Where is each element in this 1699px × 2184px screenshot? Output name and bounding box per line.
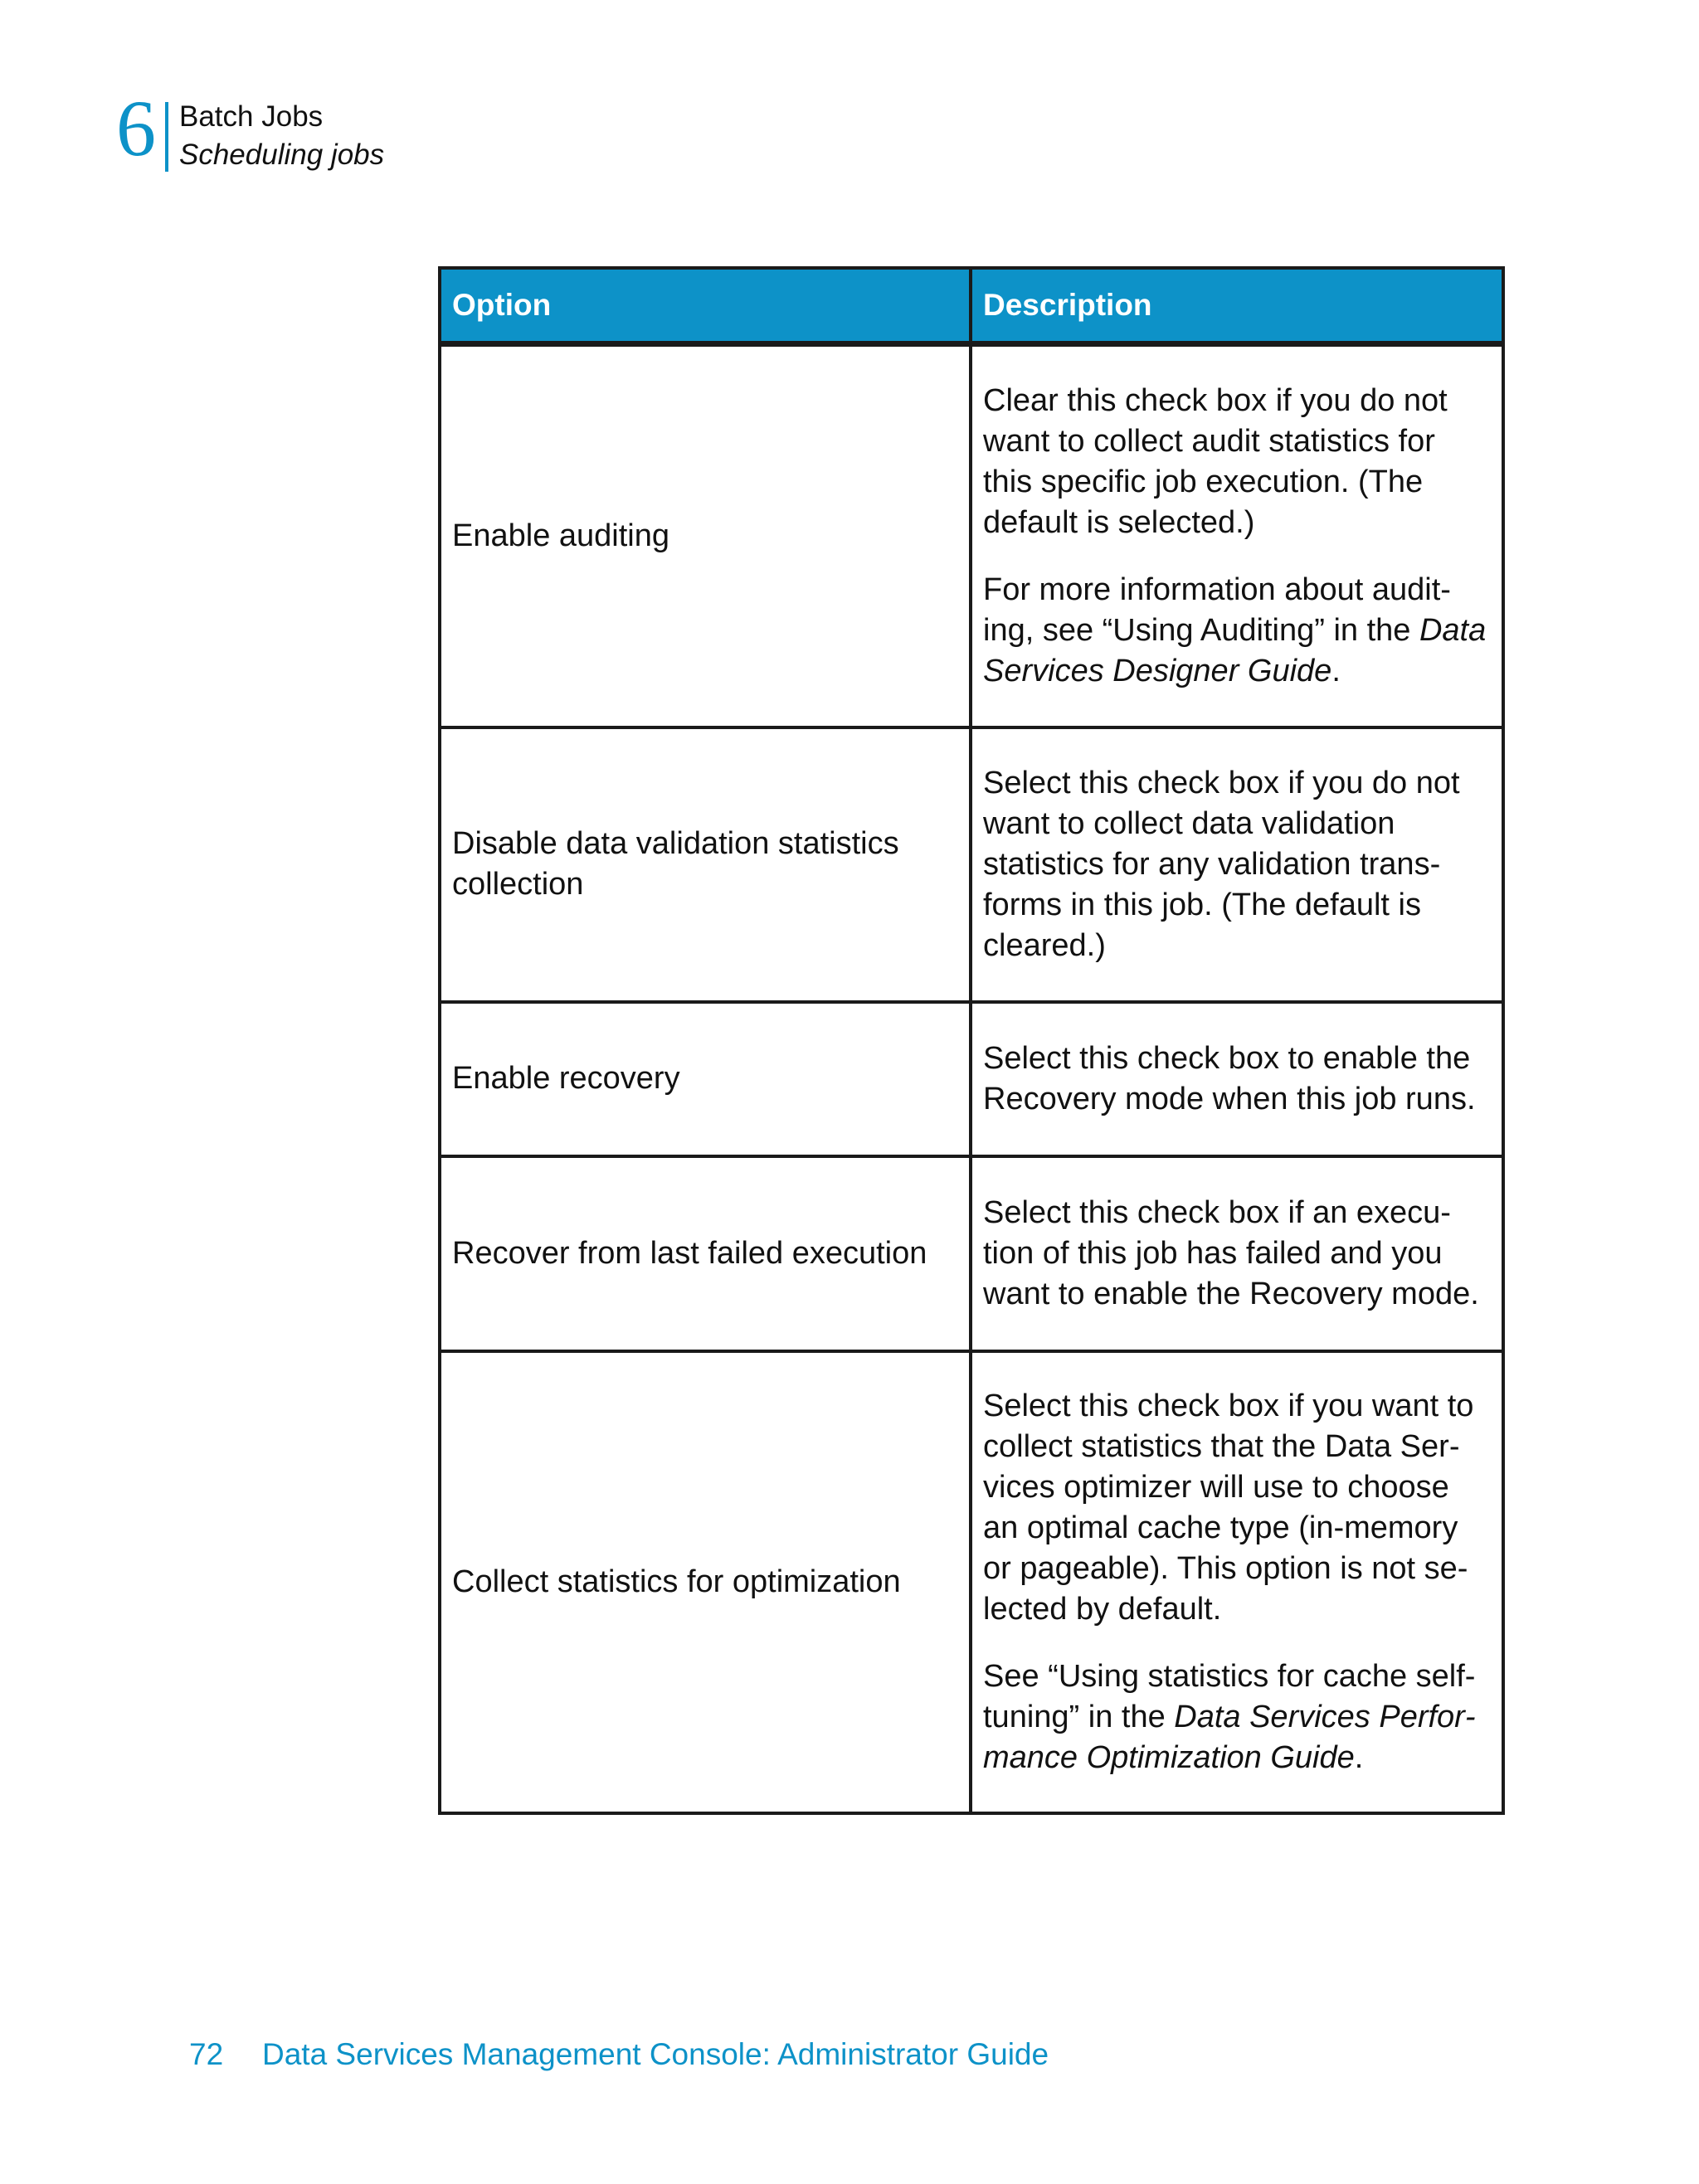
option-cell: Collect statistics for optimization: [440, 1351, 971, 1813]
chapter-title: Batch Jobs: [179, 100, 324, 133]
description-text: Clear this check box if you do not want to collect audit statistics for this specific job execution. (The default is selected.): [983, 382, 1448, 540]
description-paragraph: [983, 1038, 1491, 1120]
description-text: .: [1354, 1739, 1364, 1775]
description-paragraph: [983, 570, 1491, 692]
description-cell: [971, 727, 1503, 1002]
page-number: 72: [189, 2037, 224, 2071]
description-text: Select this check box if you do not want to collect data validation statistics for any validation transforms in this job. (The default is cleared.): [983, 765, 1460, 963]
table-row: [440, 1351, 1503, 1813]
description-paragraph: [983, 381, 1491, 543]
description-text: .: [1331, 653, 1341, 688]
option-cell: Enable recovery: [440, 1002, 971, 1156]
table-row: [440, 727, 1503, 1002]
description-text: Select this check box to enable the Recovery mode when this job runs.: [983, 1040, 1476, 1116]
book-reference: Data Services Designer Guide: [983, 612, 1487, 688]
description-cell: [971, 1156, 1503, 1351]
chapter-divider: [165, 102, 168, 172]
section-title: Scheduling jobs: [179, 139, 385, 171]
table-row: [440, 1002, 1503, 1156]
table-row: [440, 344, 1503, 727]
description-paragraph: [983, 763, 1491, 966]
description-cell: [971, 1002, 1503, 1156]
table-row: [440, 1156, 1503, 1351]
option-cell: Enable auditing: [440, 344, 971, 727]
column-header-option: Option: [440, 268, 971, 344]
description-text: Select this check box if you want to collect statistics that the Data Services optimizer will use to choose an optimal cache type (in-memory or pageable). This option is not selected by default.: [983, 1388, 1474, 1627]
description-paragraph: [983, 1193, 1491, 1315]
column-header-description: Description: [971, 268, 1503, 344]
description-text: For more information about auditing, see “Using Auditing” in the: [983, 572, 1451, 648]
table-header-row: [440, 268, 1503, 344]
book-title: Data Services Management Console: Administrator Guide: [262, 2037, 1049, 2071]
book-reference: Data Services Performance Optimization Guide: [983, 1699, 1476, 1775]
description-cell: [971, 1351, 1503, 1813]
options-table: [438, 266, 1505, 1815]
description-paragraph: [983, 1386, 1491, 1630]
chapter-number: 6: [116, 84, 156, 173]
option-cell: Recover from last failed execution: [440, 1156, 971, 1351]
description-text: See “Using statistics for cache self-tuning” in the: [983, 1658, 1476, 1734]
option-cell: Disable data validation statistics collection: [440, 727, 971, 1002]
page-footer: [189, 2036, 1049, 2073]
description-paragraph: [983, 1656, 1491, 1778]
description-cell: [971, 344, 1503, 727]
description-text: Select this check box if an execution of this job has failed and you want to enable the Recovery mode.: [983, 1194, 1479, 1311]
